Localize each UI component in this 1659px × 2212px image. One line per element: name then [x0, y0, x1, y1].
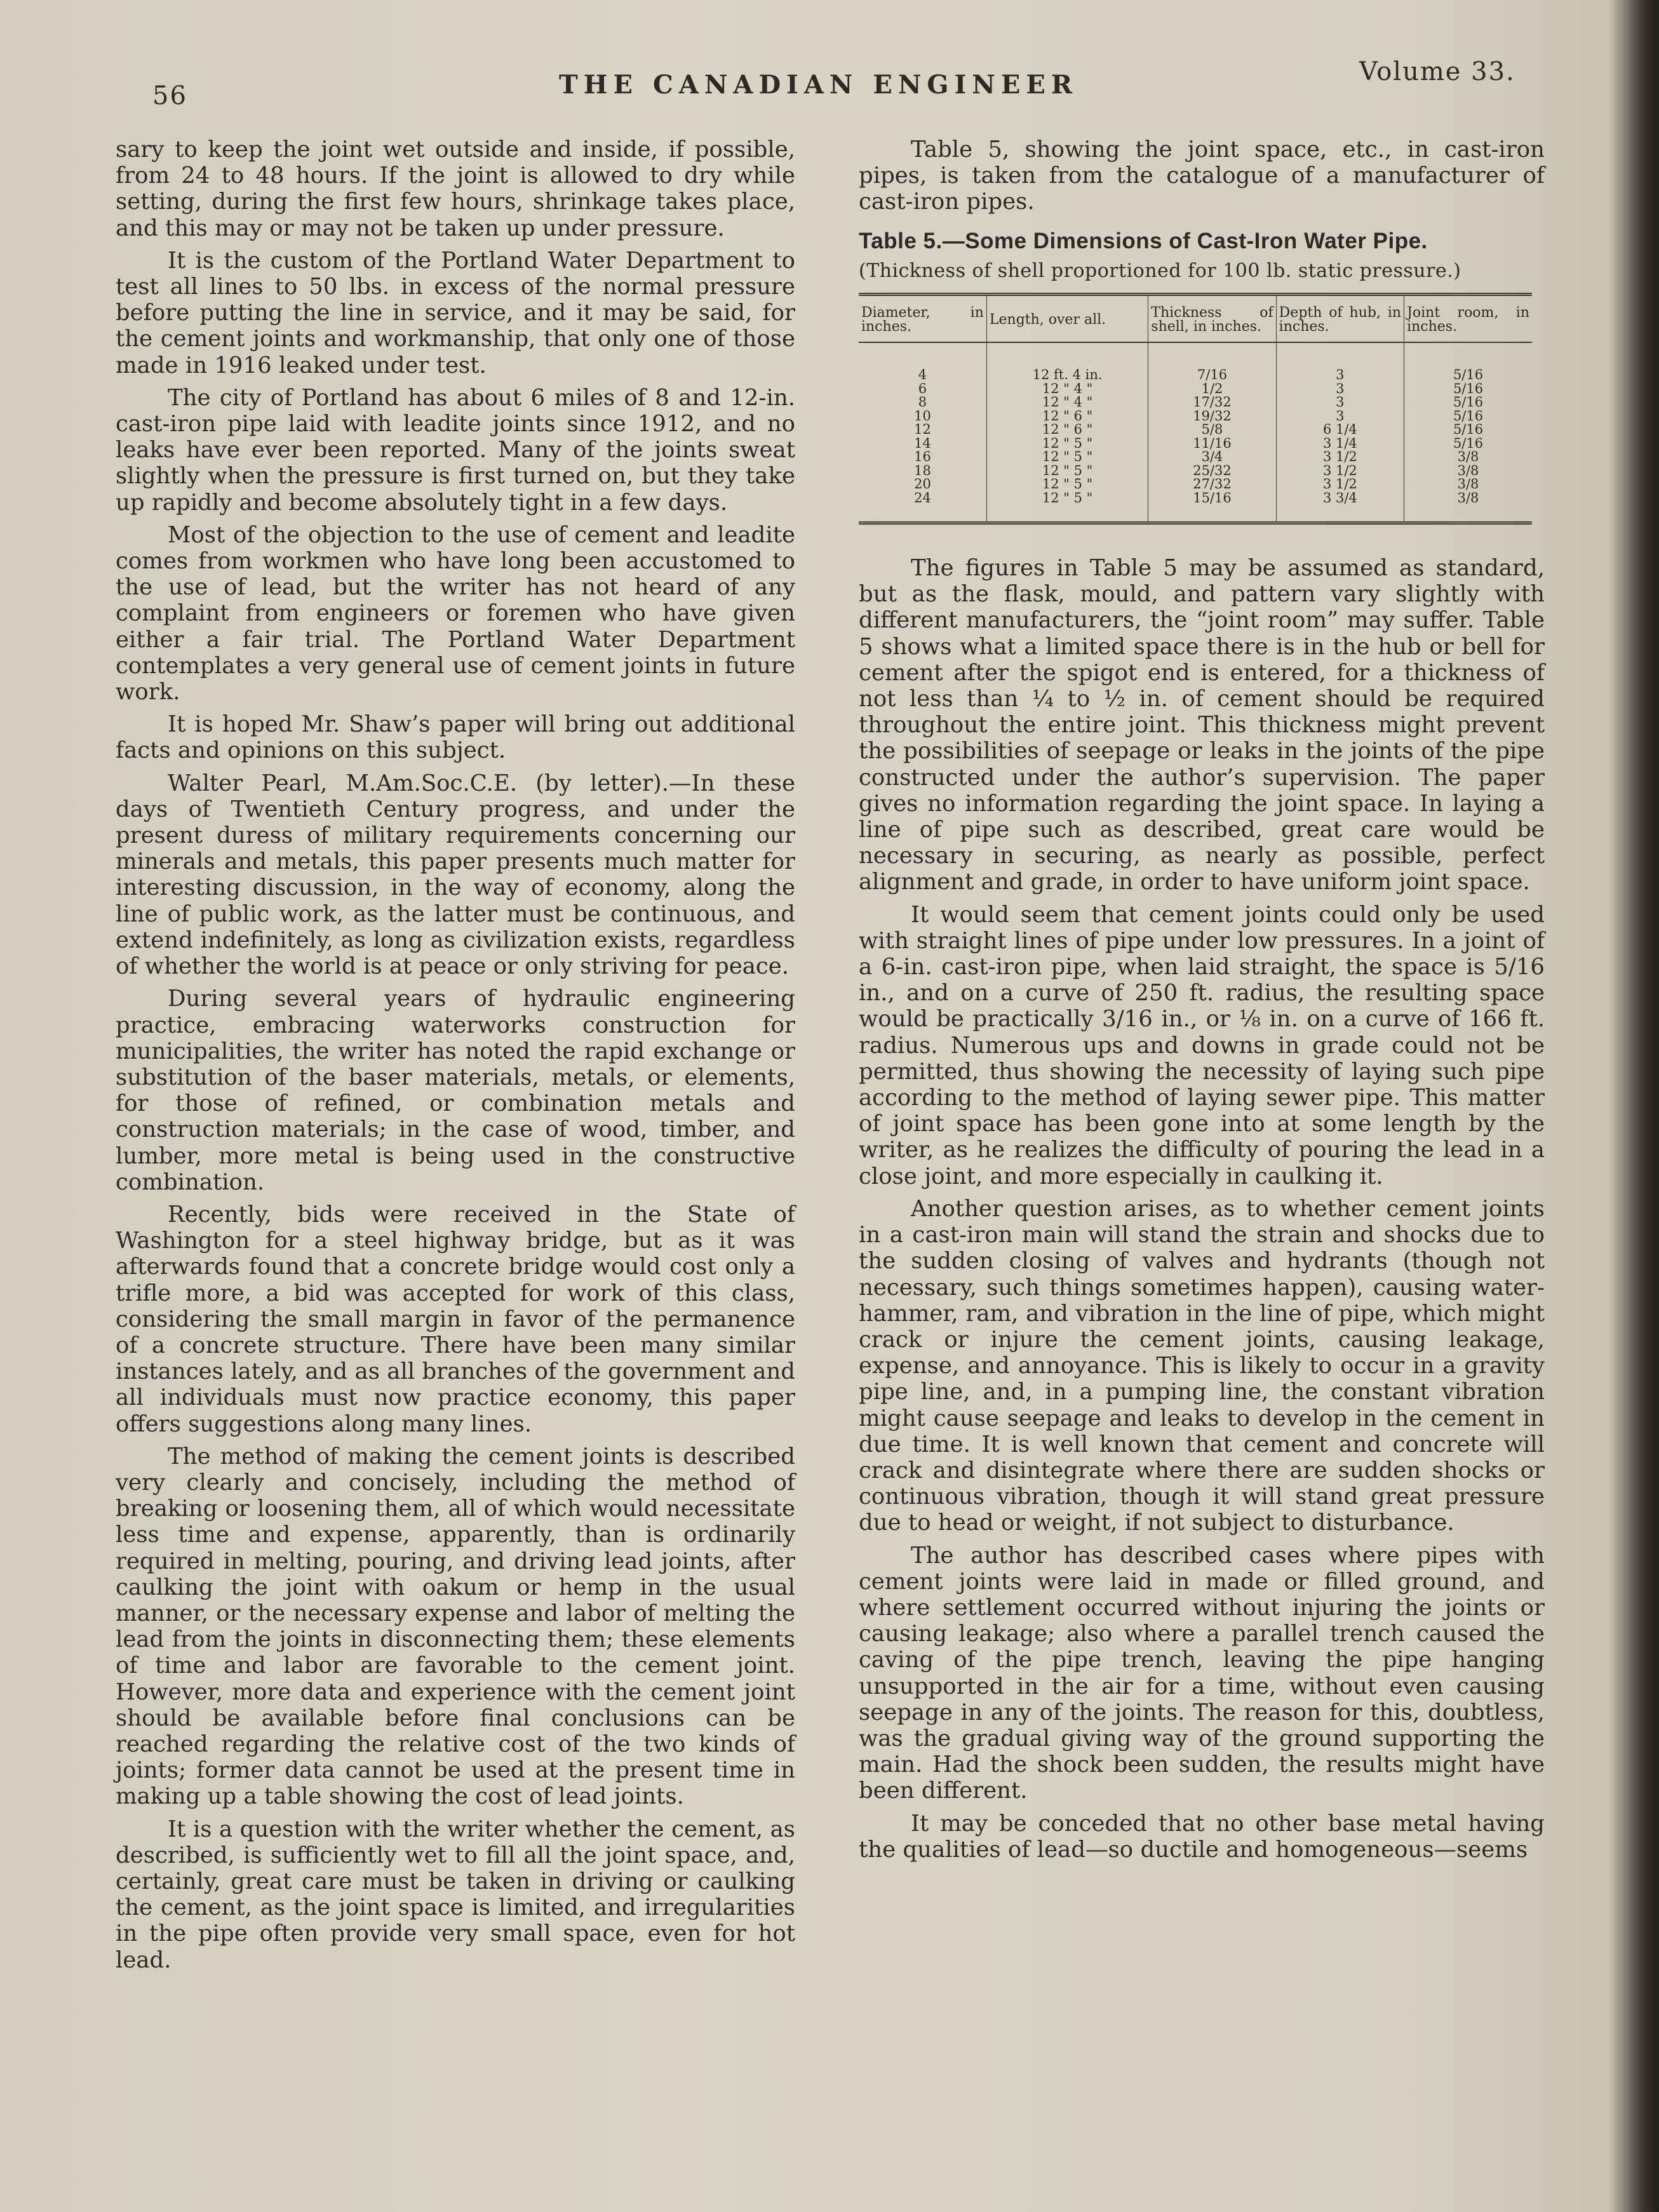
thickness-cell: 1/2	[1148, 382, 1276, 396]
hub-depth-cell: 3	[1276, 396, 1404, 410]
table-row	[859, 342, 1532, 382]
hub-depth-cell: 6 1/4	[1276, 423, 1404, 437]
joint-room-cell: 5/16	[1453, 367, 1484, 383]
joint-room-cell: 5/16	[1453, 380, 1484, 396]
joint-room-cell: 3/8	[1457, 462, 1479, 478]
thickness-cell: 3/4	[1148, 450, 1276, 464]
paragraph: It is a question with the writer whether the cement, as described, is sufficiently wet to fill all the joint space, and, certainly, great care must be taken in driving or caulking the cement, as the joint space is limited, and irregularities in the pipe often provide very small space, even for hot lead.	[116, 1816, 795, 1973]
table-row	[859, 382, 1532, 396]
length-cell: 12 " 6 "	[986, 410, 1148, 424]
diameter-cell: 20	[859, 478, 986, 492]
paragraph: It would seem that cement joints could only be used with straight lines of pipe under low pressures. In a joint of a 6-in. cast-iron pipe, when laid straight, the space is 5/16 in., and on a curve of 250 ft. radius, the resulting space would be practically 3/16 in., or ⅛ in. on a curve of 166 ft. radius. Numerous ups and downs in grade could not be permitted, thus showing the necessity of laying such pipe according to the method of laying sewer pipe. This matter of joint space has been gone into at some length by the writer, as he realizes the difficulty of pouring the lead in a close joint, and more especially in caulking it.	[859, 901, 1545, 1190]
column-header-diameter: Diameter, in inches.	[859, 295, 986, 343]
length-cell: 12 " 4 "	[986, 382, 1148, 396]
thickness-cell: 19/32	[1148, 410, 1276, 424]
hub-depth-cell: 3	[1276, 382, 1404, 396]
hub-depth-cell: 3 1/2	[1276, 450, 1404, 464]
pipe-dimensions-table	[859, 293, 1532, 525]
thickness-cell: 17/32	[1148, 396, 1276, 410]
table-header-row	[859, 295, 1532, 343]
thickness-cell: 27/32	[1148, 478, 1276, 492]
paragraph: It is the custom of the Portland Water Department to test all lines to 50 lbs. in excess of the normal pressure before putting the line in service, and it may be said, for the cement joints and workmanship, that only one of those made in 1916 leaked under test.	[116, 247, 795, 379]
left-column	[116, 137, 795, 1980]
table-row	[859, 396, 1532, 410]
diameter-cell: 10	[859, 410, 986, 424]
journal-title: THE CANADIAN ENGINEER	[559, 70, 1078, 100]
table-title: Table 5.—Some Dimensions of Cast-Iron Water Pipe.	[859, 228, 1428, 253]
table-row	[859, 423, 1532, 437]
table-row	[859, 437, 1532, 451]
joint-room-cell: 3/8	[1457, 449, 1479, 465]
paragraph: Walter Pearl, M.Am.Soc.C.E. (by letter).—In these days of Twentieth Century progress, and under the present duress of military requirements concerning our minerals and metals, this paper presents much matter for interesting discussion, in the way of economy, along the line of public work, as the latter must be continuous, and extend indefinitely, as long as civilization exists, regardless of whether the world is at peace or only striving for peace.	[116, 770, 795, 980]
length-cell: 12 " 5 "	[986, 492, 1148, 523]
thickness-cell: 5/8	[1148, 423, 1276, 437]
thickness-cell: 11/16	[1148, 437, 1276, 451]
table-row	[859, 492, 1532, 523]
paragraph: Table 5, showing the joint space, etc., in cast-iron pipes, is taken from the catalogue of a manufacturer of cast-iron pipes.	[859, 137, 1545, 215]
hub-depth-cell: 3 1/2	[1276, 478, 1404, 492]
joint-room-cell: 5/16	[1453, 435, 1484, 451]
joint-room-cell: 5/16	[1453, 408, 1484, 424]
joint-room-cell: 5/16	[1453, 394, 1484, 410]
diameter-cell: 6	[859, 382, 986, 396]
table-row	[859, 464, 1532, 478]
length-cell: 12 " 5 "	[986, 450, 1148, 464]
table-subtitle: (Thickness of shell proportioned for 100 lb. static pressure.)	[859, 259, 1461, 282]
length-cell: 12 " 6 "	[986, 423, 1148, 437]
hub-depth-cell: 3 1/2	[1276, 464, 1404, 478]
paragraph: It may be conceded that no other base metal having the qualities of lead—so ductile and homogeneous—seems	[859, 1810, 1545, 1863]
paragraph: The figures in Table 5 may be assumed as standard, but as the flask, mould, and pattern vary slightly with different manufacturers, the “joint room” may suffer. Table 5 shows what a limited space there is in the hub or bell for cement after the spigot end is entered, for a thickness of not less than ¼ to ½ in. of cement should be required throughout the entire joint. This thickness might prevent the possibilities of seepage or leaks in the joints of the pipe constructed under the author’s supervision. The paper gives no information regarding the joint space. In laying a line of pipe such as described, great care would be necessary in securing, as nearly as possible, perfect alignment and grade, in order to have uniform joint space.	[859, 555, 1545, 895]
joint-room-cell: 3/8	[1457, 476, 1479, 492]
length-cell: 12 ft. 4 in.	[986, 342, 1148, 382]
diameter-cell: 12	[859, 423, 986, 437]
hub-depth-cell: 3	[1276, 342, 1404, 382]
hub-depth-cell: 3 3/4	[1276, 492, 1404, 523]
column-header-length: Length, over all.	[986, 295, 1148, 343]
right-column	[859, 137, 1545, 1869]
column-header-thickness: Thickness of shell, in inches.	[1148, 295, 1276, 343]
paragraph: The city of Portland has about 6 miles of 8 and 12-in. cast-iron pipe laid with leadite joints since 1912, and no leaks have ever been reported. Many of the joints sweat slightly when the pressure is first turned on, but they take up rapidly and become absolutely tight in a few days.	[116, 384, 795, 516]
table-row	[859, 450, 1532, 464]
thickness-cell: 25/32	[1148, 464, 1276, 478]
length-cell: 12 " 5 "	[986, 478, 1148, 492]
volume-label: Volume 33.	[1359, 57, 1515, 86]
paragraph: Recently, bids were received in the State of Washington for a steel highway bridge, but as it was afterwards found that a concrete bridge would cost only a trifle more, a bid was accepted for work of this class, considering the small margin in favor of the permanence of a concrete structure. There have been many similar instances lately, and as all branches of the government and all individuals must now practice economy, this paper offers suggestions along many lines.	[116, 1201, 795, 1437]
paragraph: Most of the objection to the use of cement and leadite comes from workmen who have long been accustomed to the use of lead, but the writer has not heard of any complaint from engineers or foremen who have given either a fair trial. The Portland Water Department contemplates a very general use of cement joints in future work.	[116, 521, 795, 706]
paragraph: Another question arises, as to whether cement joints in a cast-iron main will stand the strain and shocks due to the sudden closing of valves and hydrants (though not necessary, such things sometimes happen), causing water-hammer, ram, and vibration in the line of pipe, which might crack or injure the cement joints, causing leakage, expense, and annoyance. This is likely to occur in a gravity pipe line, and, in a pumping line, the constant vibration might cause seepage and leaks to develop in the cement in due time. It is well known that cement and concrete will crack and disintegrate where there are sudden shocks or continuous vibration, though it will stand great pressure due to head or weight, if not subject to disturbance.	[859, 1195, 1545, 1536]
column-header-joint-room: Joint room, in inches.	[1404, 295, 1532, 343]
thickness-cell: 7/16	[1148, 342, 1276, 382]
diameter-cell: 8	[859, 396, 986, 410]
diameter-cell: 14	[859, 437, 986, 451]
diameter-cell: 4	[859, 342, 986, 382]
table-row	[859, 410, 1532, 424]
hub-depth-cell: 3 1/4	[1276, 437, 1404, 451]
diameter-cell: 16	[859, 450, 986, 464]
hub-depth-cell: 3	[1276, 410, 1404, 424]
diameter-cell: 24	[859, 492, 986, 523]
length-cell: 12 " 4 "	[986, 396, 1148, 410]
thickness-cell: 15/16	[1148, 492, 1276, 523]
diameter-cell: 18	[859, 464, 986, 478]
paragraph: It is hoped Mr. Shaw’s paper will bring out additional facts and opinions on this subject.	[116, 711, 795, 764]
paragraph: sary to keep the joint wet outside and inside, if possible, from 24 to 48 hours. If the joint is allowed to dry while setting, during the first few hours, shrinkage takes place, and this may or may not be taken up under pressure.	[116, 137, 795, 241]
paragraph: The author has described cases where pipes with cement joints were laid in made or filled ground, and where settlement occurred without injuring the joints or causing leakage; also where a parallel trench caused the caving of the pipe trench, leaving the pipe hanging unsupported in the air for a time, without even causing seepage in any of the joints. The reason for this, doubtless, was the gradual giving way of the ground supporting the main. Had the shock been sudden, the results might have been different.	[859, 1542, 1545, 1804]
joint-room-cell: 5/16	[1453, 422, 1484, 438]
length-cell: 12 " 5 "	[986, 437, 1148, 451]
paragraph: During several years of hydraulic engineering practice, embracing waterworks construction for municipalities, the writer has noted the rapid exchange or substitution of the baser materials, metals, or elements, for those of refined, or combination metals and construction materials; in the case of wood, timber, and lumber, more metal is being used in the constructive combination.	[116, 986, 795, 1195]
joint-room-cell: 3/8	[1457, 490, 1479, 506]
paragraph: The method of making the cement joints is described very clearly and concisely, including the method of breaking or loosening them, all of which would necessitate less time and expense, apparently, than is ordinarily required in melting, pouring, and driving lead joints, after caulking the joint with oakum or hemp in the usual manner, or the necessary expense and labor of melting the lead from the joints in disconnecting them; these elements of time and labor are favorable to the cement joint. However, more data and experience with the cement joint should be available before final conclusions can be reached regarding the relative cost of the two kinds of joints; former data cannot be used at the present time in making up a table showing the cost of lead joints.	[116, 1443, 795, 1810]
page-number: 56	[152, 81, 187, 111]
column-header-hub-depth: Depth of hub, in inches.	[1276, 295, 1404, 343]
table-row	[859, 478, 1532, 492]
length-cell: 12 " 5 "	[986, 464, 1148, 478]
